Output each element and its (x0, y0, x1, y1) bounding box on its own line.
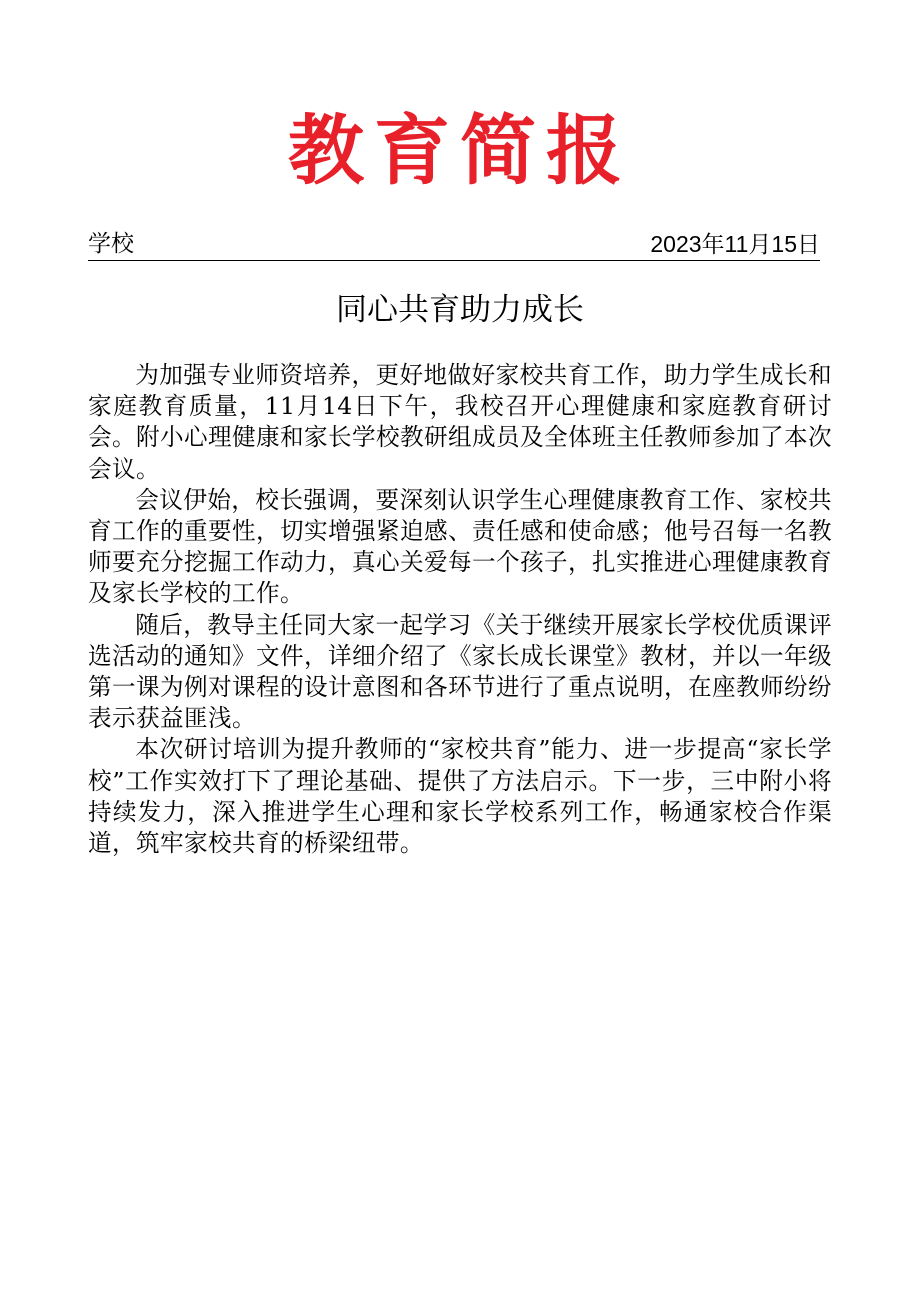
issue-date: 2023年11月15日 (650, 231, 820, 257)
article-body (88, 360, 832, 859)
school-label: 学校 (88, 231, 134, 257)
meta-row (88, 228, 820, 261)
article-headline: 同心共育助力成长 (336, 292, 584, 328)
masthead-title: 教育简报 (288, 106, 632, 195)
paragraph: 本次研讨培训为提升教师的“家校共育”能力、进一步提高“家长学校”工作实效打下了理论基础、提供了方法启示。下一步，三中附小将持续发力，深入推进学生心理和家长学校系列工作，畅通家校合作渠道，筑牢家校共育的桥梁纽带。 (88, 735, 832, 858)
paragraph: 会议伊始，校长强调，要深刻认识学生心理健康教育工作、家校共育工作的重要性，切实增强紧迫感、责任感和使命感；他号召每一名教师要充分挖掘工作动力，真心关爱每一个孩子，扎实推进心理健康教育及家长学校的工作。 (88, 485, 832, 608)
paragraph: 为加强专业师资培养，更好地做好家校共育工作，助力学生成长和家庭教育质量，11月14日下午，我校召开心理健康和家庭教育研讨会。附小心理健康和家长学校教研组成员及全体班主任教师参加了本次会议。 (88, 361, 832, 483)
paragraph: 随后，教导主任同大家一起学习《关于继续开展家长学校优质课评选活动的通知》文件，详细介绍了《家长成长课堂》教材，并以一年级第一课为例对课程的设计意图和各环节进行了重点说明，在座教师纷纷表示获益匪浅。 (88, 610, 832, 733)
